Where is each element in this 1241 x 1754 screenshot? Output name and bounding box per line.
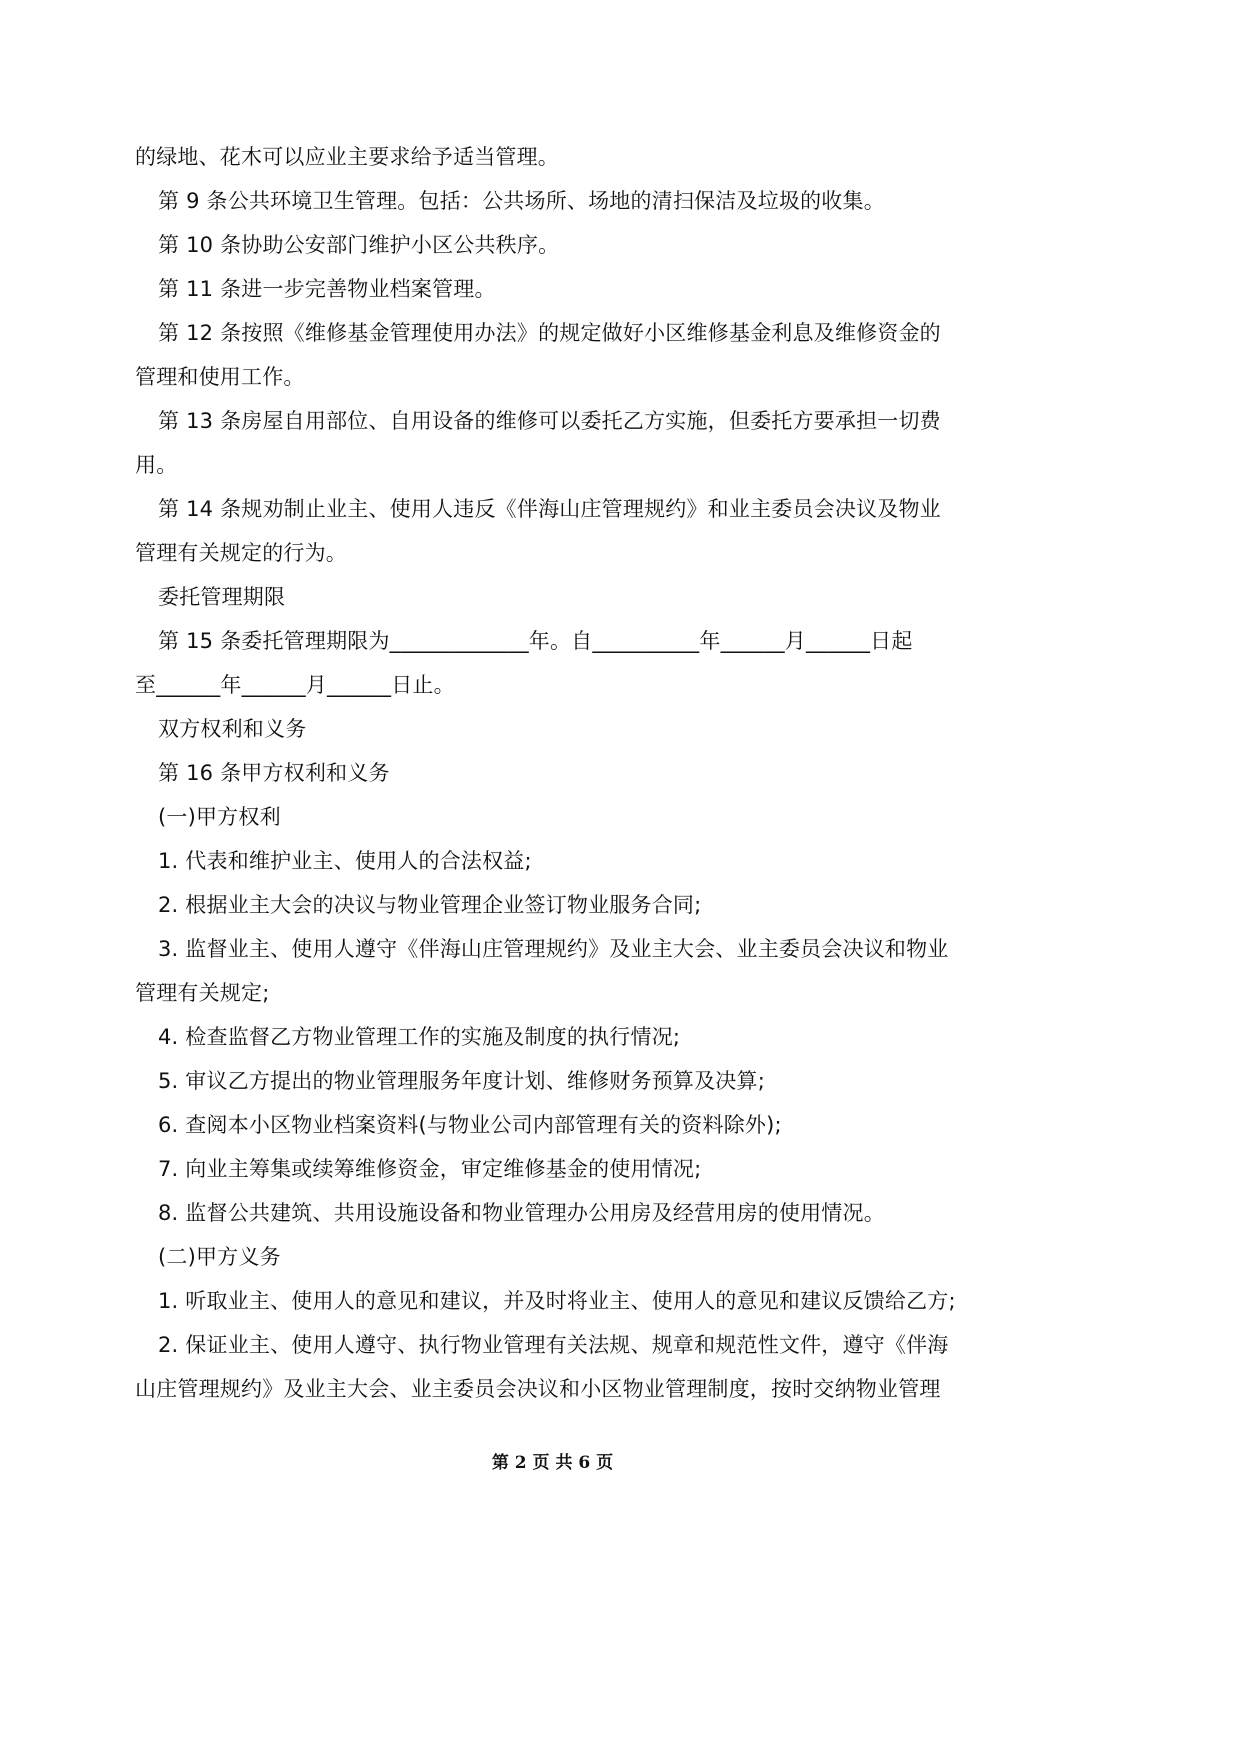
- subsection-heading: (二)甲方义务: [158, 1245, 281, 1269]
- list-item: 5. 审议乙方提出的物业管理服务年度计划、维修财务预算及决算;: [158, 1069, 765, 1093]
- article-14: 第 14 条规劝制止业主、使用人违反《伴海山庄管理规约》和业主委员会决议及物业: [158, 497, 941, 521]
- article-15: 第 15 条委托管理期限为_____________年。自__________年______月______日起: [158, 629, 913, 653]
- list-item: 4. 检查监督乙方物业管理工作的实施及制度的执行情况;: [158, 1025, 681, 1049]
- article-12: 第 12 条按照《维修基金管理使用办法》的规定做好小区维修基金利息及维修资金的: [158, 321, 941, 345]
- article-11: 第 11 条进一步完善物业档案管理。: [158, 277, 496, 301]
- text-line: 管理和使用工作。: [135, 365, 305, 389]
- article-10: 第 10 条协助公安部门维护小区公共秩序。: [158, 233, 560, 257]
- text-line: 管理有关规定;: [135, 981, 270, 1005]
- text-line: 至______年______月______日止。: [135, 673, 455, 697]
- list-item: 2. 根据业主大会的决议与物业管理企业签订物业服务合同;: [158, 893, 702, 917]
- list-item: 1. 听取业主、使用人的意见和建议，并及时将业主、使用人的意见和建议反馈给乙方;: [158, 1289, 956, 1313]
- section-heading: 委托管理期限: [158, 585, 286, 609]
- list-item: 3. 监督业主、使用人遵守《伴海山庄管理规约》及业主大会、业主委员会决议和物业: [158, 937, 949, 961]
- article-9: 第 9 条公共环境卫生管理。包括：公共场所、场地的清扫保洁及垃圾的收集。: [158, 189, 885, 213]
- section-heading: 双方权利和义务: [158, 717, 307, 741]
- text-line: 的绿地、花木可以应业主要求给予适当管理。: [135, 145, 559, 169]
- text-line: 山庄管理规约》及业主大会、业主委员会决议和小区物业管理制度，按时交纳物业管理: [135, 1377, 941, 1401]
- text-line: 管理有关规定的行为。: [135, 541, 347, 565]
- list-item: 7. 向业主筹集或续筹维修资金，审定维修基金的使用情况;: [158, 1157, 702, 1181]
- list-item: 6. 查阅本小区物业档案资料(与物业公司内部管理有关的资料除外);: [158, 1113, 782, 1137]
- article-16: 第 16 条甲方权利和义务: [158, 761, 390, 785]
- page-footer: 第 2 页 共 6 页: [491, 1453, 614, 1473]
- list-item: 1. 代表和维护业主、使用人的合法权益;: [158, 849, 532, 873]
- list-item: 8. 监督公共建筑、共用设施设备和物业管理办公用房及经营用房的使用情况。: [158, 1201, 885, 1225]
- article-13: 第 13 条房屋自用部位、自用设备的维修可以委托乙方实施，但委托方要承担一切费: [158, 409, 941, 433]
- subsection-heading: (一)甲方权利: [158, 805, 281, 829]
- text-line: 用。: [135, 453, 178, 477]
- list-item: 2. 保证业主、使用人遵守、执行物业管理有关法规、规章和规范性文件，遵守《伴海: [158, 1333, 949, 1357]
